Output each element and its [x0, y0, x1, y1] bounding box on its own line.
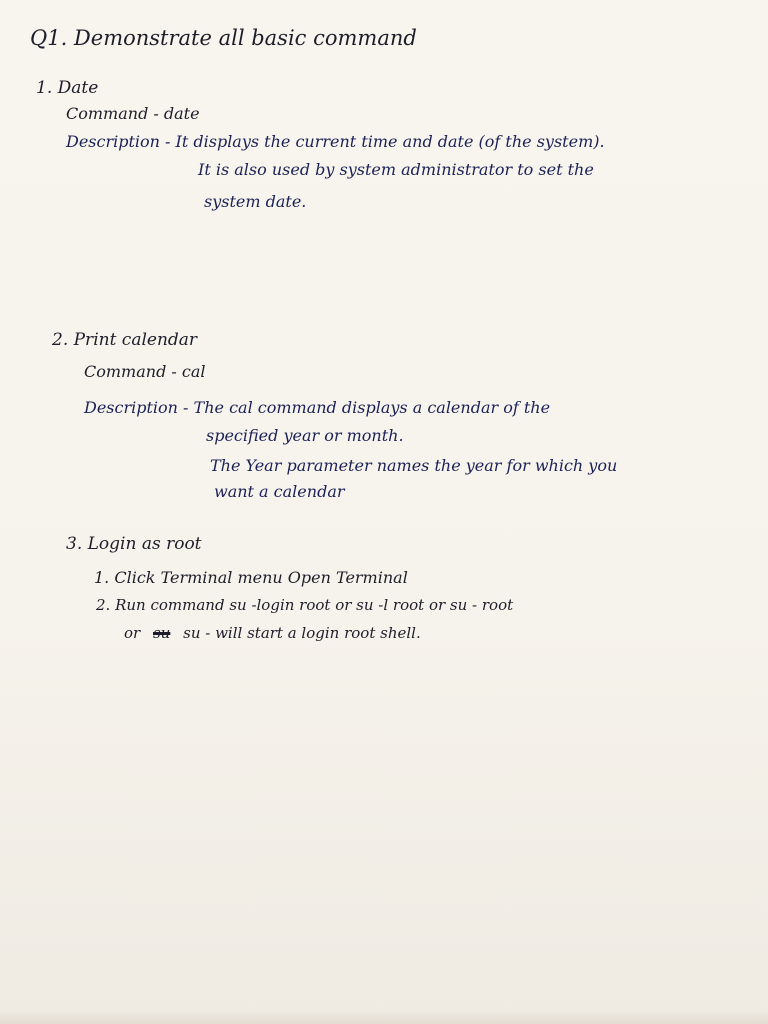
section-3-step-2: 2. Run command su -login root or su -l root or su - root — [96, 596, 514, 614]
section-2-description-line-3: The Year parameter names the year for which you — [210, 456, 618, 475]
section-1-heading: 1. Date — [36, 78, 99, 98]
page-title: Q1. Demonstrate all basic command — [30, 26, 417, 50]
section-3-heading: 3. Login as root — [66, 534, 202, 554]
section-1-command: Command - date — [66, 104, 200, 123]
section-1-description-line-2: It is also used by system administrator to set the — [198, 160, 594, 179]
section-1-description-line-3: system date. — [204, 192, 307, 211]
section-3-step-1: 1. Click Terminal menu Open Terminal — [94, 568, 408, 587]
section-2-description-line-1: Description - The cal command displays a calendar of the — [84, 398, 551, 417]
step-3-or-word: or — [124, 624, 141, 642]
step-3-text: su - will start a login root shell. — [183, 624, 421, 642]
page-bottom-edge — [0, 1010, 768, 1024]
section-2-heading: 2. Print calendar — [52, 330, 198, 350]
section-2-description-line-2: specified year or month. — [206, 426, 404, 445]
section-2-description-line-4: want a calendar — [214, 482, 345, 501]
struck-out-word: su — [152, 624, 171, 642]
section-1-description-line-1: Description - It displays the current time and date (of the system). — [66, 132, 605, 151]
section-3-step-2-continuation — [124, 626, 421, 641]
section-2-command: Command - cal — [84, 362, 206, 381]
